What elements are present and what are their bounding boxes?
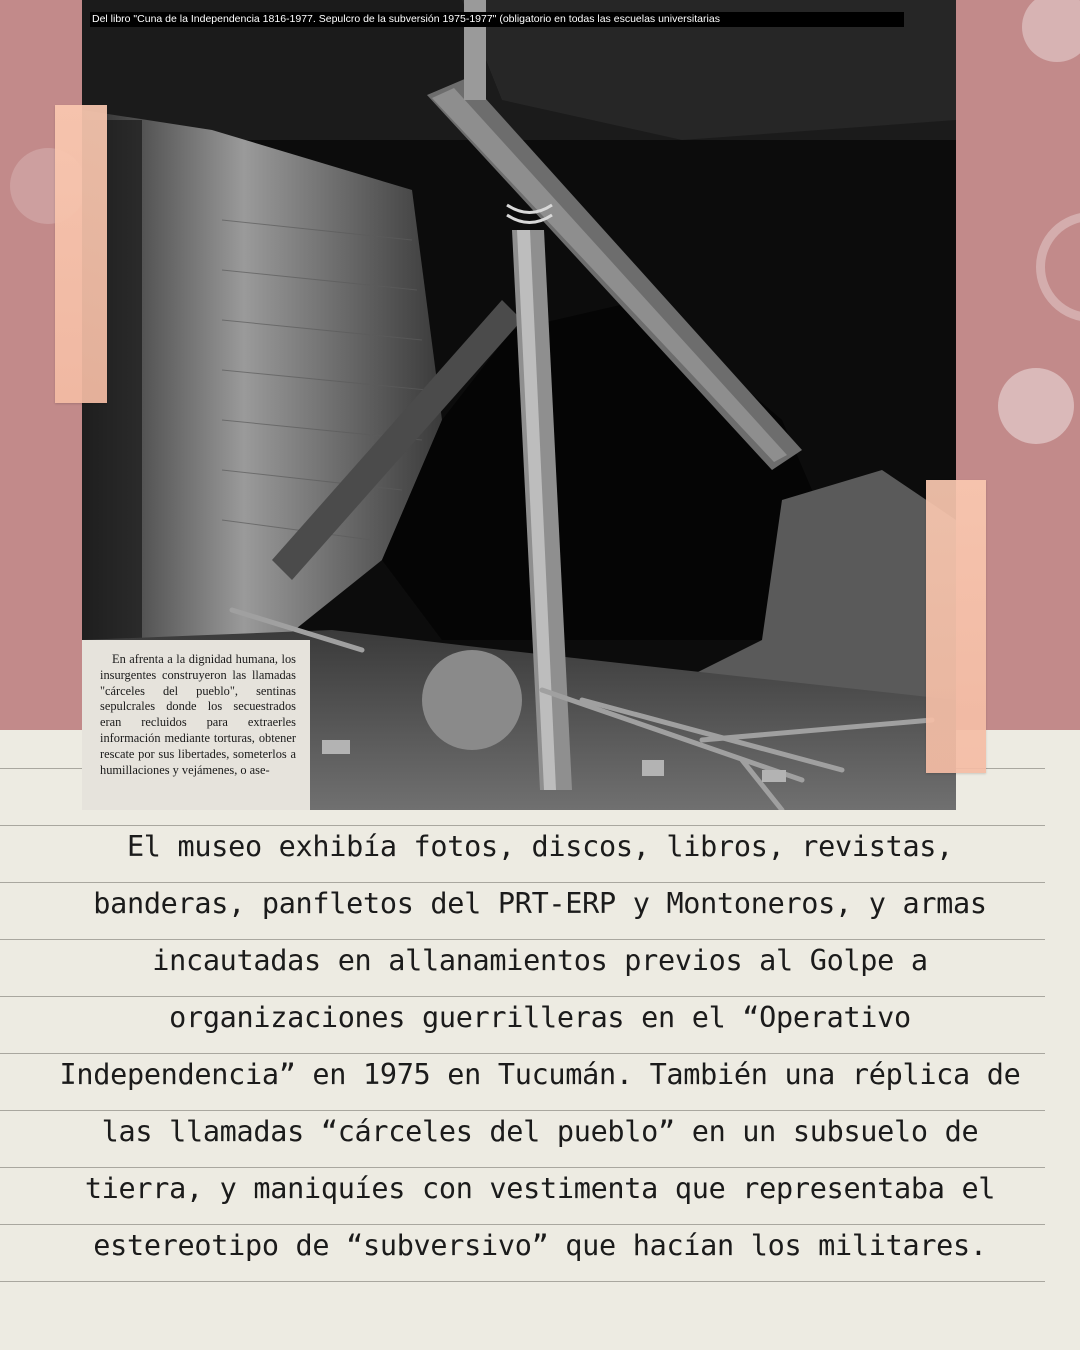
description-line: El museo exhibía fotos, discos, libros, revistas, [126, 830, 954, 863]
clipping-text: En afrenta a la dignidad humana, los insurgentes construyeron las llamadas "cárceles del pueblo", sentinas sepulcrales donde los secuestrados eran recluidos para extraerles información mediante torturas, obtener rescate por sus libertades, someterlos a humillaciones y vejámenes, o ase- [100, 652, 296, 777]
description-line: las llamadas “cárceles del pueblo” en un subsuelo de [101, 1115, 979, 1148]
ruled-line [0, 1281, 1045, 1282]
description-line: tierra, y maniquíes con vestimenta que representaba el [84, 1172, 996, 1205]
archive-photo [82, 0, 956, 810]
source-caption: Del libro "Cuna de la Independencia 1816-1977. Sepulcro de la subversión 1975-1977" (obligatorio en todas las escuelas universitarias [90, 12, 904, 27]
description-line: Independencia” en 1975 en Tucumán. También una réplica de [59, 1058, 1021, 1091]
book-clipping [82, 640, 310, 810]
decorative-circle [998, 368, 1074, 444]
description-line: banderas, panfletos del PRT-ERP y Montoneros, y armas [93, 887, 987, 920]
tape-strip-left [55, 105, 107, 403]
museum-description [0, 818, 1080, 1274]
tape-strip-right [926, 480, 986, 773]
description-line: incautadas en allanamientos previos al Golpe a [152, 944, 928, 977]
description-line: organizaciones guerrilleras en el “Operativo [169, 1001, 911, 1034]
description-line: estereotipo de “subversivo” que hacían los militares. [93, 1229, 987, 1262]
